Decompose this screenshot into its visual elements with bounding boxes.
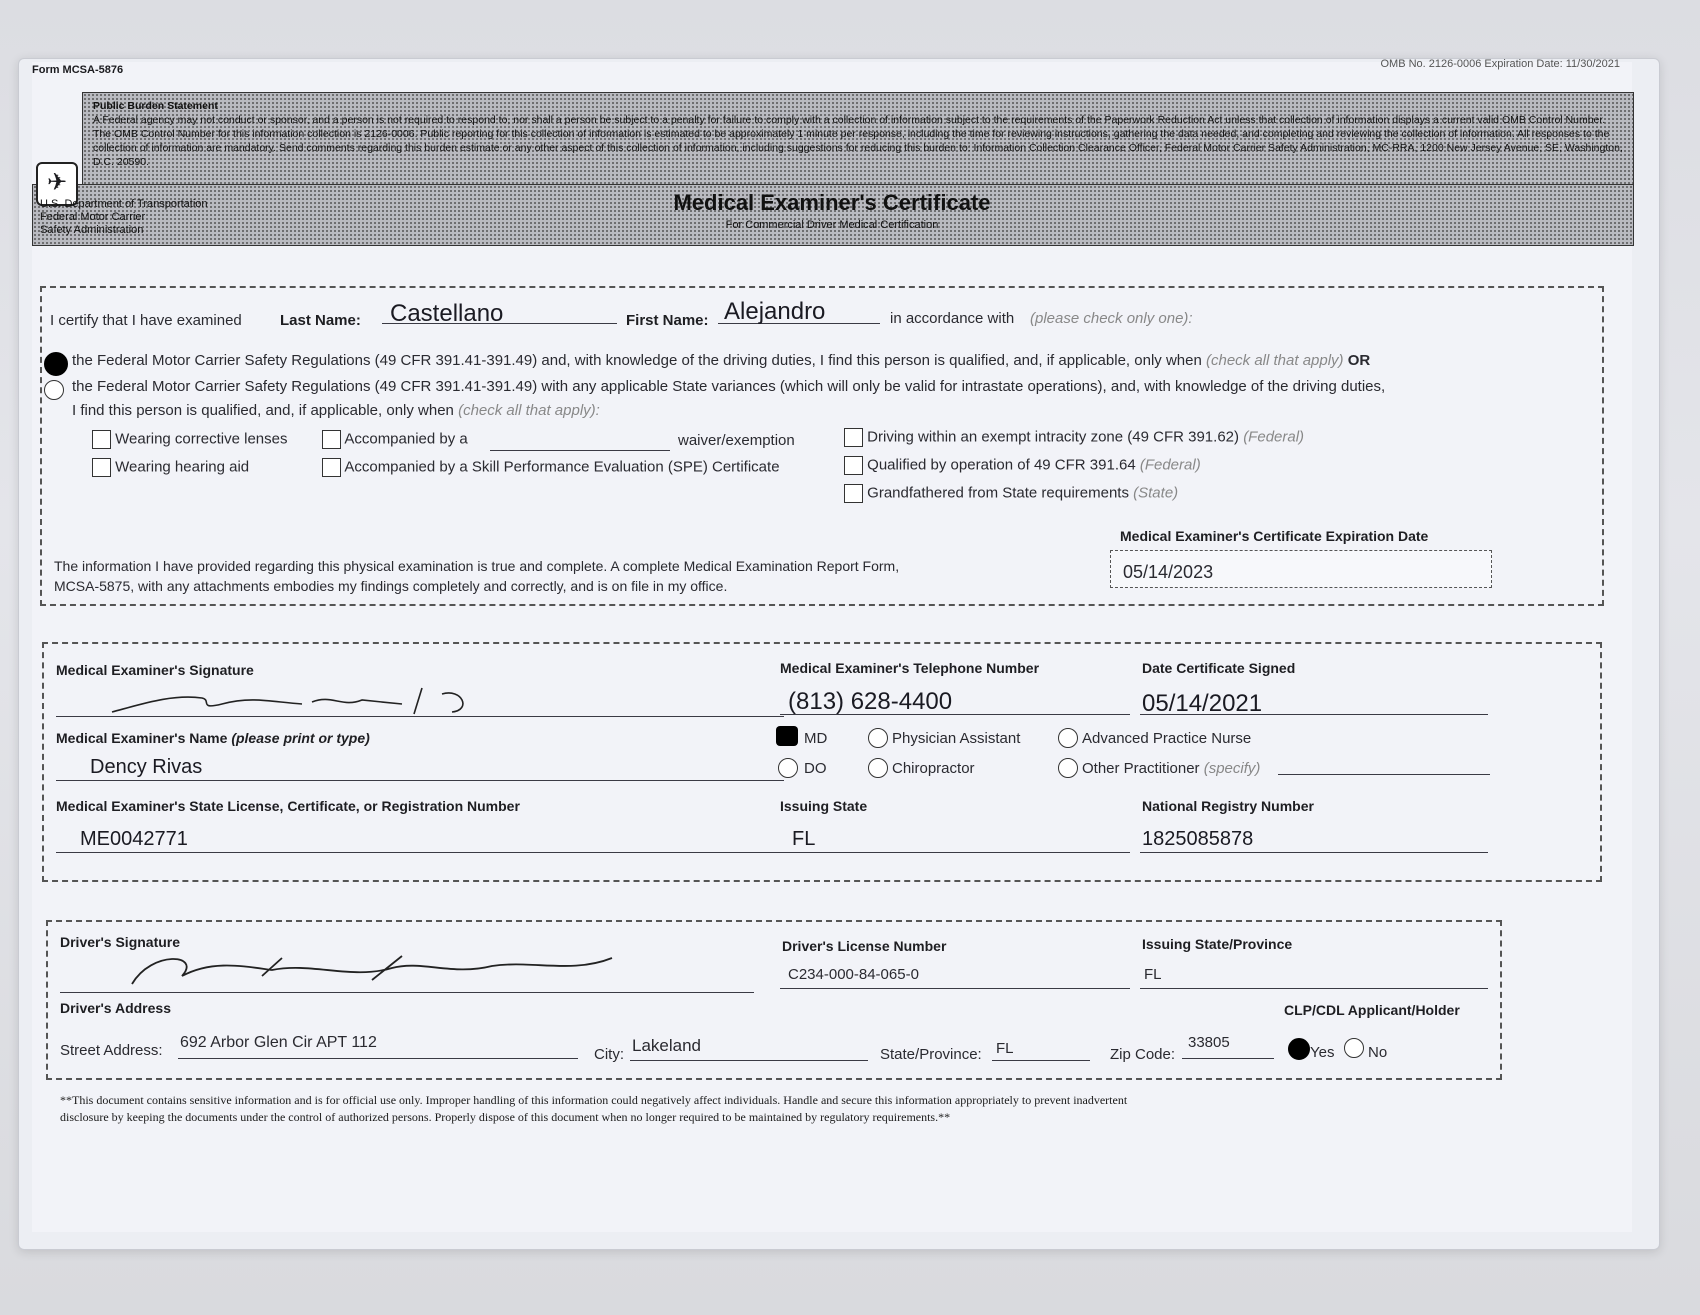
lenses-checkbox[interactable]: Wearing corrective lenses xyxy=(92,430,287,449)
md-label: MD xyxy=(804,730,828,747)
waiver-label: waiver/exemption xyxy=(678,432,795,449)
examiner-phone-value: (813) 628-4400 xyxy=(788,688,953,715)
driver-issuing-state-label: Issuing State/Province xyxy=(1142,936,1293,952)
last-name-value: Castellano xyxy=(390,300,504,327)
examiner-signature-label: Medical Examiner's Signature xyxy=(56,662,254,678)
burden-text: A Federal agency may not conduct or sponsor, and a person is not required to respond to, nor shall a person be subject to a penalty for failure to comply with a collection of information subject to the requirements of the Paperwork Reduction Act unless that collection of information displays a current valid OMB Control Number. The OMB Control Number for this information collection is 2126-0006. Public reporting for this collection of information is estimated to be approximately 1 minute per response, including the time for reviewing instructions, gathering the data needed, and completing and reviewing the collection of information. All responses to the collection of information are mandatory. Send comments regarding this burden estimate or any other aspect of this collection of information, including suggestions for reducing this burden to: Information Collection Clearance Officer, Federal Motor Carrier Safety Administration, MC-RRA, 1200 New Jersey Avenue, SE, Washington, D.C. 20590. xyxy=(93,114,1623,168)
zip-value: 33805 xyxy=(1188,1034,1230,1051)
examiner-name-value: Dency Rivas xyxy=(90,756,203,778)
physician-assistant-radio[interactable] xyxy=(868,728,888,748)
clp-yes-radio[interactable] xyxy=(1288,1038,1310,1060)
omb-line: OMB No. 2126-0006 Expiration Date: 11/30/2021 xyxy=(1380,58,1620,70)
driver-license-label: Driver's License Number xyxy=(782,938,947,954)
certificate-card xyxy=(32,58,1632,1232)
form-number: Form MCSA-5876 xyxy=(32,64,124,76)
chiropractor-label: Chiropractor xyxy=(892,760,975,777)
physician-assistant-label: Physician Assistant xyxy=(892,730,1021,747)
examiner-name-label: Medical Examiner's Name (please print or type) xyxy=(56,730,370,746)
issuing-state-label: Issuing State xyxy=(780,798,868,814)
examiner-phone-label: Medical Examiner's Telephone Number xyxy=(780,660,1040,676)
street-label: Street Address: xyxy=(60,1042,163,1059)
expiration-date-field[interactable]: 05/14/2023 xyxy=(1110,550,1492,588)
zip-label: Zip Code: xyxy=(1110,1046,1176,1063)
certify-lead: I certify that I have examined xyxy=(50,312,242,329)
registry-label: National Registry Number xyxy=(1142,798,1314,814)
driver-license-value: C234-000-84-065-0 xyxy=(788,966,919,983)
province-value: FL xyxy=(996,1040,1014,1057)
last-name-label: Last Name: xyxy=(280,312,361,329)
license-label: Medical Examiner's State License, Certificate, or Registration Number xyxy=(56,798,520,814)
driver-address-label: Driver's Address xyxy=(60,1000,171,1016)
state-variance-radio[interactable] xyxy=(44,380,64,400)
license-value: ME0042771 xyxy=(80,828,188,850)
dot-logo-icon: ✈ xyxy=(36,162,78,206)
other-practitioner-radio[interactable] xyxy=(1058,758,1078,778)
accordance-note: (please check only one): xyxy=(1030,310,1193,327)
form-title: Medical Examiner's Certificate xyxy=(673,190,991,215)
clp-no-label: No xyxy=(1368,1044,1388,1061)
registry-value: 1825085878 xyxy=(1142,828,1254,850)
attestation-text: The information I have provided regarding this physical examination is true and complete. A complete Medical Examination Report Form, MCSA-5875, with any attachments embodies my findings completely and correctly, and is on file in my office. xyxy=(54,558,900,594)
do-label: DO xyxy=(804,760,827,777)
intracity-checkbox[interactable]: Driving within an exempt intracity zone (49 CFR 391.62) (Federal) xyxy=(844,428,1304,447)
federal-option-radio[interactable] xyxy=(44,352,68,376)
do-radio[interactable] xyxy=(778,758,798,778)
spe-checkbox[interactable]: Accompanied by a Skill Performance Evaluation (SPE) Certificate xyxy=(322,458,780,477)
state-variance-cont: I find this person is qualified, and, if applicable, only when (check all that apply): xyxy=(72,402,600,419)
province-label: State/Province: xyxy=(880,1046,982,1063)
agency-name: U.S. Department of Transportation Federal Motor Carrier Safety Administration xyxy=(40,198,208,236)
accompanied-waiver-checkbox[interactable]: Accompanied by a xyxy=(322,430,468,449)
federal-option-text: the Federal Motor Carrier Safety Regulations (49 CFR 391.41-391.49) and, with knowledge of the driving duties, I find this person is qualified, and, if applicable, only when (check all that apply) OR xyxy=(72,352,1371,369)
qualified-operation-checkbox[interactable]: Qualified by operation of 49 CFR 391.64 (Federal) xyxy=(844,456,1201,475)
clp-no-radio[interactable] xyxy=(1344,1038,1364,1058)
city-label: City: xyxy=(594,1046,624,1063)
grandfathered-checkbox[interactable]: Grandfathered from State requirements (State) xyxy=(844,484,1178,503)
burden-title: Public Burden Statement xyxy=(93,100,218,112)
advanced-practice-nurse-label: Advanced Practice Nurse xyxy=(1082,730,1252,747)
other-practitioner-label: Other Practitioner (specify) xyxy=(1082,760,1261,777)
accordance-label: in accordance with xyxy=(890,310,1015,327)
advanced-practice-nurse-radio[interactable] xyxy=(1058,728,1078,748)
driver-issuing-state-value: FL xyxy=(1144,966,1162,983)
state-variance-text: the Federal Motor Carrier Safety Regulations (49 CFR 391.41-391.49) with any applicable State variances (which will only be valid for intrastate operations), and, with knowledge of the driving duties, xyxy=(72,378,1386,395)
md-radio[interactable] xyxy=(776,726,798,746)
form-subtitle: For Commercial Driver Medical Certification xyxy=(725,219,939,231)
clp-cdl-label: CLP/CDL Applicant/Holder xyxy=(1284,1002,1460,1018)
issuing-state-value: FL xyxy=(792,828,816,850)
first-name-value: Alejandro xyxy=(724,298,826,325)
driver-signature-label: Driver's Signature xyxy=(60,934,181,950)
first-name-label: First Name: xyxy=(626,312,709,329)
date-signed-value: 05/14/2021 xyxy=(1142,690,1263,717)
street-value: 692 Arbor Glen Cir APT 112 xyxy=(180,1034,377,1051)
city-value: Lakeland xyxy=(632,1036,702,1055)
chiropractor-radio[interactable] xyxy=(868,758,888,778)
date-signed-label: Date Certificate Signed xyxy=(1142,660,1296,676)
hearing-aid-checkbox[interactable]: Wearing hearing aid xyxy=(92,458,249,477)
burden-statement-box xyxy=(82,92,1634,186)
privacy-footer: **This document contains sensitive information and is for official use only. Improper handling of this information could negatively affect individuals. Handle and secure this information appropriately to prevent inadvertent disclosure by keeping the documents under the control of authorized persons. Properly dispose of this document when no longer required to be maintained by regulatory requirements.** xyxy=(60,1093,1128,1124)
clp-yes-label: Yes xyxy=(1310,1044,1335,1061)
expiration-date-label: Medical Examiner's Certificate Expiration Date xyxy=(1120,528,1429,544)
